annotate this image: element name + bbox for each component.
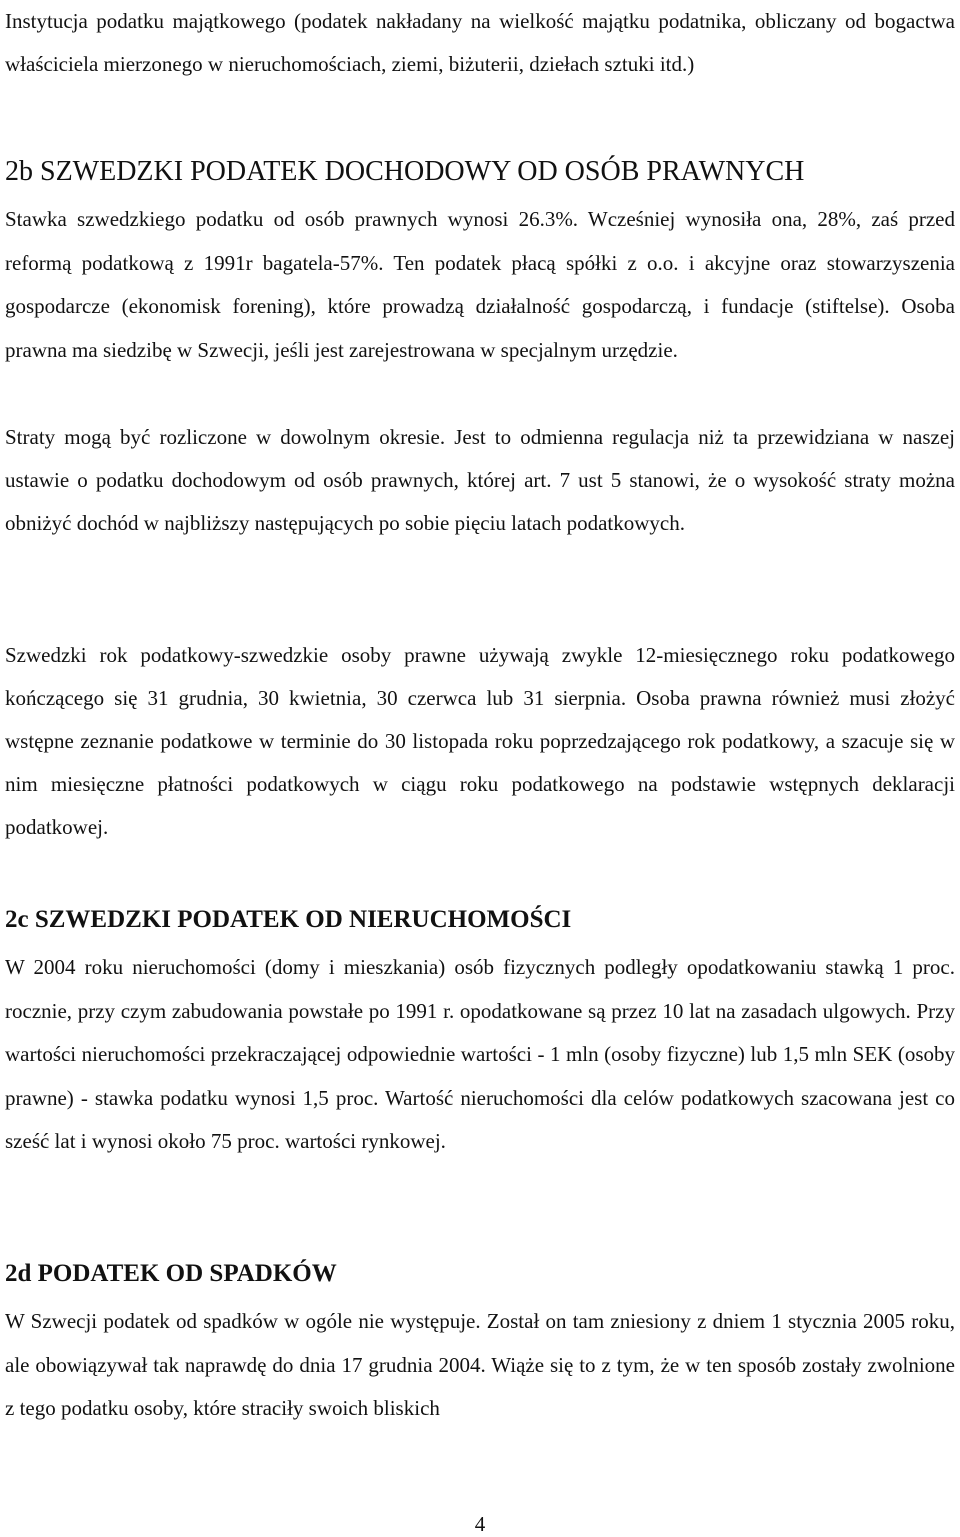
section-2b-paragraph-1: Stawka szwedzkiego podatku od osób prawnych wynosi 26.3%. Wcześniej wynosiła ona, 28%, zaś przed reformą podatkową z 1991r bagatela-57%. Ten podatek płacą spółki z o.o. i akcyjne oraz stowarzyszenia gospodarcze (ekonomisk forening), które prowadzą działalność gospodarczą, i fundacje (stiftelse). Osoba prawna ma siedzibę w Szwecji, jeśli jest zarejestrowana w specjalnym urzędzie.: [5, 207, 955, 362]
section-2b-paragraph-3: Szwedzki rok podatkowy-szwedzkie osoby prawne używają zwykle 12-miesięcznego roku podatkowego kończącego się 31 grudnia, 30 kwietnia, 30 czerwca lub 31 sierpnia. Osoba prawna również musi złożyć wstępne zeznanie podatkowe w terminie do 30 listopada roku poprzedzającego rok podatkowy, a szacuje się w nim miesięczne płatności podatkowych w ciągu roku podatkowego na podstawie wstępnych deklaracji podatkowej.: [5, 643, 955, 839]
section-2d-heading: 2d PODATEK OD SPADKÓW: [5, 1260, 337, 1287]
section-2b-paragraph-2: Straty mogą być rozliczone w dowolnym okresie. Jest to odmienna regulacja niż ta przewidziana w naszej ustawie o podatku dochodowym od osób prawnych, której art. 7 ust 5 stanowi, że o wysokość straty można obniżyć dochód w najbliższy następujących po sobie pięciu latach podatkowych.: [5, 425, 955, 535]
page-number: 4: [474, 1512, 486, 1536]
section-2c-heading: 2c SZWEDZKI PODATEK OD NIERUCHOMOŚCI: [5, 906, 572, 933]
section-2b-heading: 2b SZWEDZKI PODATEK DOCHODOWY OD OSÓB PRAWNYCH: [5, 156, 805, 187]
section-2d-paragraph: W Szwecji podatek od spadków w ogóle nie występuje. Został on tam zniesiony z dniem 1 stycznia 2005 roku, ale obowiązywał tak naprawdę do dnia 17 grudnia 2004. Wiąże się to z tym, że w ten sposób zostały zwolnione z tego podatku osoby, które straciły swoich bliskich: [5, 1309, 955, 1420]
intro-paragraph: Instytucja podatku majątkowego (podatek nakładany na wielkość majątku podatnika, obliczany od bogactwa właściciela mierzonego w nieruchomościach, ziemi, biżuterii, dziełach sztuki itd.): [5, 9, 955, 76]
section-2c-paragraph: W 2004 roku nieruchomości (domy i mieszkania) osób fizycznych podległy opodatkowaniu stawką 1 proc. rocznie, przy czym zabudowania powstałe po 1991 r. opodatkowane są przez 10 lat na zasadach ulgowych. Przy wartości nieruchomości przekraczającej odpowiednie wartości - 1 mln (osoby fizyczne) lub 1,5 mln SEK (osoby prawne) - stawka podatku wynosi 1,5 proc. Wartość nieruchomości dla celów podatkowych szacowana jest co sześć lat i wynosi około 75 proc. wartości rynkowej.: [5, 955, 955, 1153]
